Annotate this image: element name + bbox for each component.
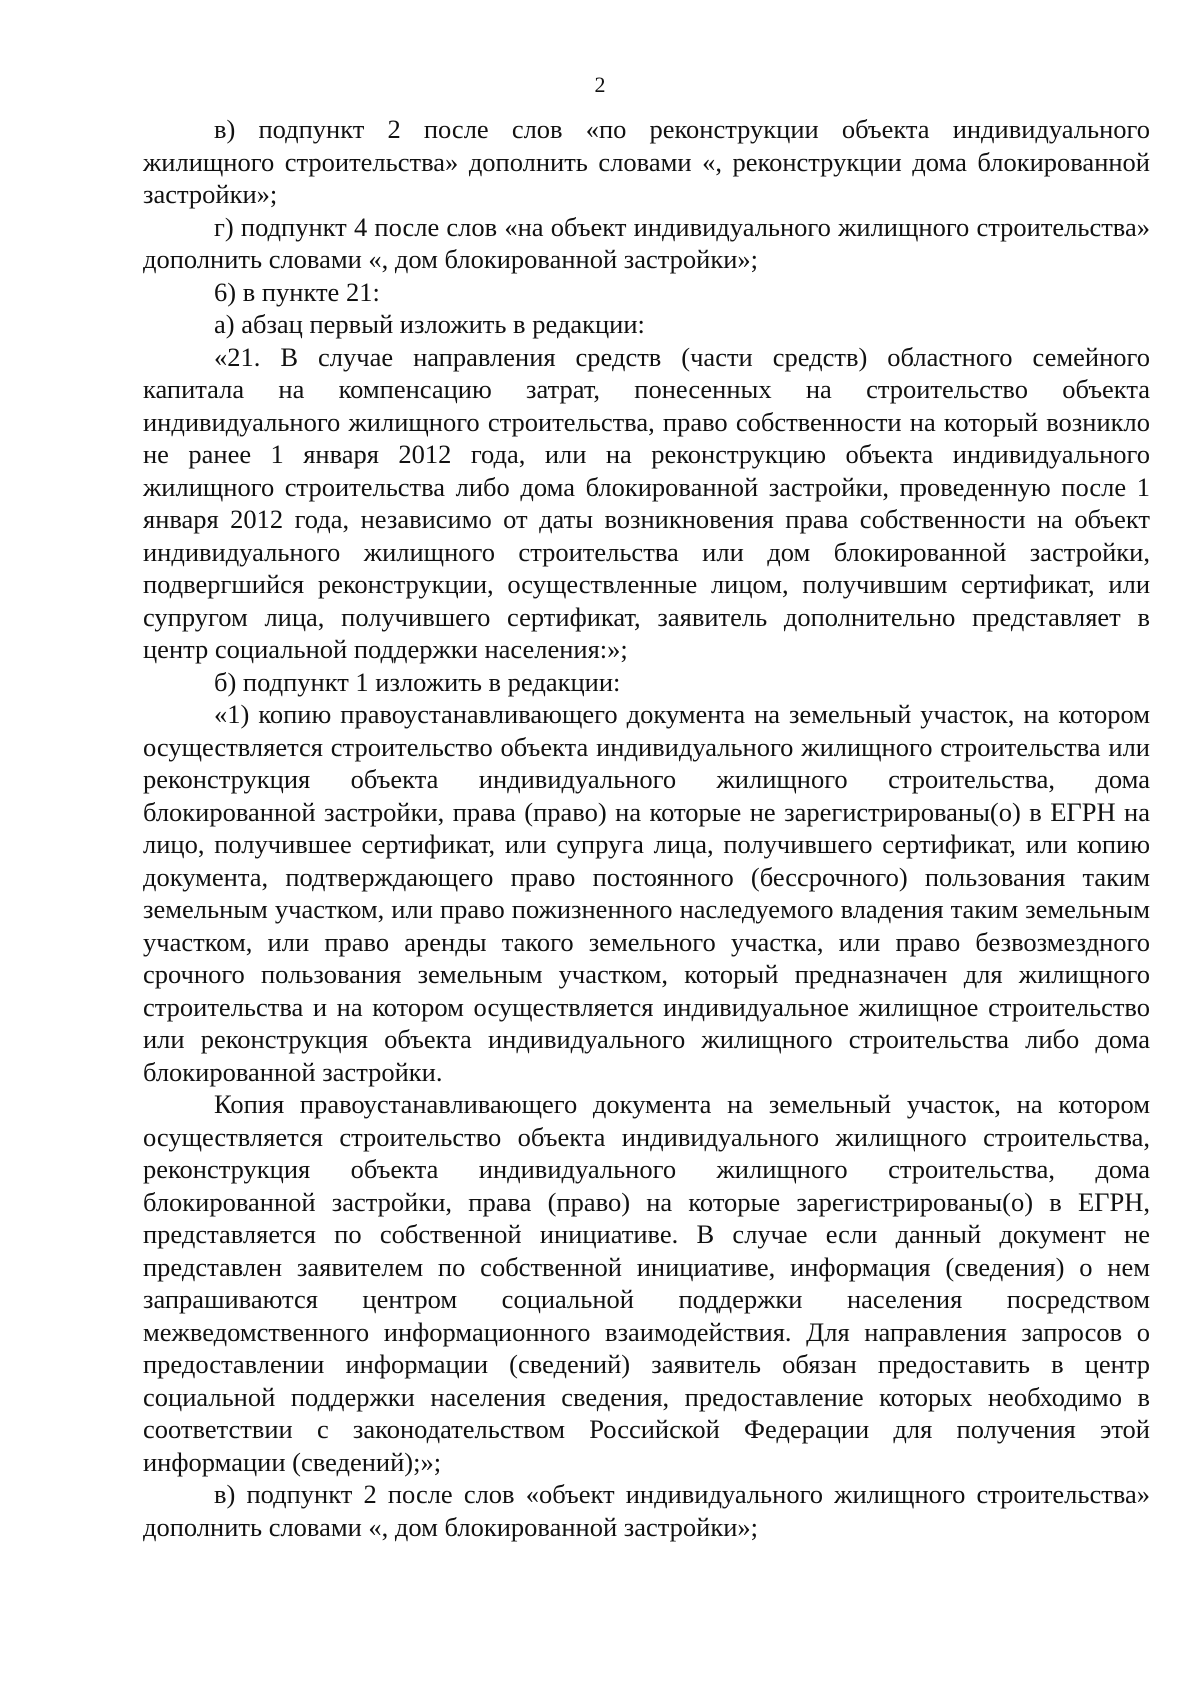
paragraph-v-subitem-2-second: в) подпункт 2 после слов «объект индивидуального жилищного строительства» дополнить словами «, дом блокированной застройки»; (143, 1479, 1150, 1542)
page-number: 2 (594, 72, 606, 97)
paragraph-a-first-abzats: а) абзац первый изложить в редакции: (214, 309, 645, 339)
paragraph-subitem-1-text: «1) копию правоустанавливающего документа на земельный участок, на котором осуществляется строительство объекта индивидуального жилищного строительства или реконструкция объекта индивидуального жилищного строительства, дома блокированной застройки, права (право) на которые не зарегистрированы(о) в ЕГРН на лицо, получившее сертификат, или супруга лица, получившего сертификат, или копию документа, подтверждающего право постоянного (бессрочного) пользования таким земельным участком, или право пожизненного наследуемого владения таким земельным участком, или право аренды такого земельного участка, или право безвозмездного срочного пользования земельным участком, который предназначен для жилищного строительства и на котором осуществляется индивидуальное жилищное строительство или реконструкция объекта индивидуального жилищного строительства либо дома блокированной застройки. (143, 699, 1150, 1087)
paragraph-v-subitem-2: в) подпункт 2 после слов «по реконструкции объекта индивидуального жилищного строительства» дополнить словами «, реконструкции дома блокированной застройки»; (143, 114, 1150, 209)
paragraph-g-subitem-4: г) подпункт 4 после слов «на объект индивидуального жилищного строительства» дополнить словами «, дом блокированной застройки»; (143, 211, 1150, 274)
document-body (143, 113, 1150, 1543)
paragraph-copy-document: Копия правоустанавливающего документа на земельный участок, на котором осуществляется строительство объекта индивидуального жилищного строительства, реконструкция объекта индивидуального жилищного строительства, дома блокированной застройки, права (право) на которые зарегистрированы(о) в ЕГРН, представляется по собственной инициативе. В случае если данный документ не представлен заявителем по собственной инициативе, информация (сведения) о нем запрашиваются центром социальной поддержки населения посредством межведомственного информационного взаимодействия. Для направления запросов о предоставлении информации (сведений) заявитель обязан предоставить в центр социальной поддержки населения сведения, предоставление которых необходимо в соответствии с законодательством Российской Федерации для получения этой информации (сведений);»; (143, 1089, 1150, 1477)
paragraph-b-subitem-1: б) подпункт 1 изложить в редакции: (214, 666, 621, 697)
paragraph-point-21-text: «21. В случае направления средств (части средств) областного семейного капитала на компенсацию затрат, понесенных на строительство объекта индивидуального жилищного строительства, право собственности на который возникло не ранее 1 января 2012 года, или на реконструкцию объекта индивидуального жилищного строительства либо дома блокированной застройки, проведенную после 1 января 2012 года, независимо от даты возникновения права собственности на объект индивидуального жилищного строительства или дом блокированной застройки, подвергшийся реконструкции, осуществленные лицом, получившим сертификат, или супругом лица, получившего сертификат, заявитель дополнительно представляет в центр социальной поддержки населения:»; (143, 341, 1150, 664)
paragraph-item-6: 6) в пункте 21: (214, 276, 380, 307)
